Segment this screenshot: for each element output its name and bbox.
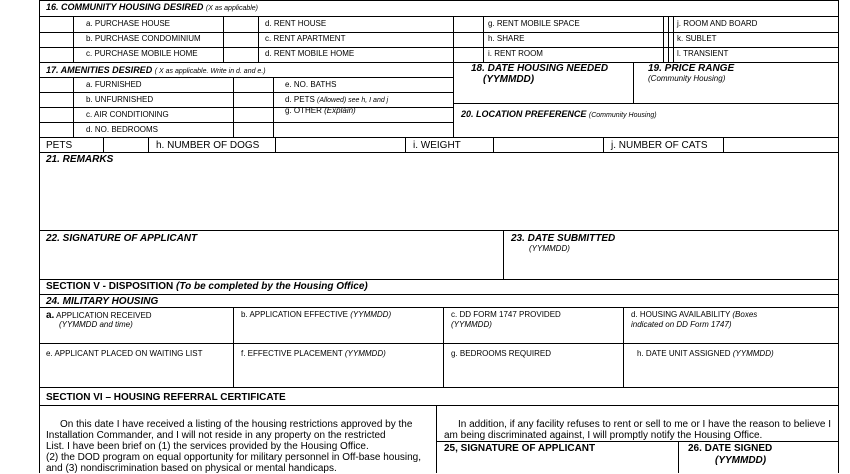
applicant-signature-field[interactable] xyxy=(40,246,502,278)
weight-label: i. WEIGHT xyxy=(413,140,461,151)
date-submitted-field[interactable] xyxy=(505,256,837,278)
section-18-title: 18. DATE HOUSING NEEDED xyxy=(471,63,609,74)
option-rent-apartment[interactable]: c. RENT APARTMENT xyxy=(265,34,346,43)
amenity-furnished[interactable]: a. FURNISHED xyxy=(86,80,142,89)
option-rent-mobile-space[interactable]: g. RENT MOBILE SPACE xyxy=(488,19,580,28)
option-purchase-mobile-home[interactable]: c. PURCHASE MOBILE HOME xyxy=(86,49,198,58)
certificate-left-text: On this date I have received a listing of the housing restrictions approved by the Installation Commander, and I will not reside in any property on the restricted List. I have been brief on (1) the services provided by the Housing Office. (2) the DOD program on equal opportunity for military personnel in Off-base housing, and (3) nondiscrimination based on physical or mental handicaps. xyxy=(46,419,422,474)
amenity-unfurnished[interactable]: b. UNFURNISHED xyxy=(86,95,154,104)
form-top-border xyxy=(39,0,838,1)
section-24-title: 24. MILITARY HOUSING xyxy=(46,296,159,307)
option-room-and-board[interactable]: j. ROOM AND BOARD xyxy=(677,19,758,28)
housing-availability-note: indicated on DD Form 1747) xyxy=(631,320,732,329)
section-25-title: 25, SIGNATURE OF APPLICANT xyxy=(444,443,596,454)
housing-application-form xyxy=(39,0,838,473)
section-26-format: (YYMMDD) xyxy=(715,455,767,466)
remarks-field[interactable] xyxy=(40,167,837,229)
dd-form-1747-provided-label[interactable]: c. DD FORM 1747 PROVIDED xyxy=(451,310,561,319)
section-22-title: 22. SIGNATURE OF APPLICANT xyxy=(46,233,198,244)
option-purchase-house[interactable]: a. PURCHASE HOUSE xyxy=(86,19,171,28)
amenity-pets[interactable]: d. PETS (Allowed) see h, I and j xyxy=(285,95,389,104)
certificate-right-text: In addition, if any facility refuses to rent or sell to me or I have the reason to believe I am being discriminated against, I will promptly notify the Housing Office. xyxy=(444,419,831,441)
dd-form-1747-format: (YYMMDD) xyxy=(451,320,492,329)
section-23-title: 23. DATE SUBMITTED xyxy=(511,233,616,244)
form-right-border xyxy=(838,0,839,473)
option-rent-mobile-home[interactable]: d. RENT MOBILE HOME xyxy=(265,49,355,58)
housing-availability-label[interactable]: d. HOUSING AVAILABILITY (Boxes xyxy=(631,310,758,319)
bedrooms-required-label[interactable]: g. BEDROOMS REQUIRED xyxy=(451,349,552,358)
option-sublet[interactable]: k. SUBLET xyxy=(677,34,717,43)
section-17-title: 17. AMENITIES DESIRED ( X as applicable. Write in d. and e.) xyxy=(46,65,266,75)
amenity-no-bedrooms[interactable]: d. NO. BEDROOMS xyxy=(86,125,159,134)
section-23-format: (YYMMDD) xyxy=(529,244,570,253)
effective-placement-label[interactable]: f. EFFECTIVE PLACEMENT (YYMMDD) xyxy=(241,349,386,358)
option-transient[interactable]: l. TRANSIENT xyxy=(677,49,729,58)
option-share[interactable]: h. SHARE xyxy=(488,34,525,43)
amenity-no-baths[interactable]: e. NO. BATHS xyxy=(285,80,337,89)
date-unit-assigned-label[interactable]: h. DATE UNIT ASSIGNED (YYMMDD) xyxy=(637,349,774,358)
section-21-title: 21. REMARKS xyxy=(46,154,114,165)
form-left-border xyxy=(39,0,40,473)
amenity-other[interactable]: g. OTHER (Explain) xyxy=(285,106,356,115)
option-purchase-condominium[interactable]: b. PURCHASE CONDOMINIUM xyxy=(86,34,201,43)
section-16-title: 16. COMMUNITY HOUSING DESIRED (X as applicable) xyxy=(46,2,259,12)
application-effective-label[interactable]: b. APPLICATION EFFECTIVE (YYMMDD) xyxy=(241,310,392,319)
option-rent-house[interactable]: d. RENT HOUSE xyxy=(265,19,327,28)
amenity-air-conditioning[interactable]: c. AIR CONDITIONING xyxy=(86,110,169,119)
application-received-format: (YYMMDD and time) xyxy=(59,320,133,329)
number-of-cats-label: j. NUMBER OF CATS xyxy=(611,140,708,151)
number-of-dogs-label: h. NUMBER OF DOGS xyxy=(156,140,260,151)
section-18-format: (YYMMDD) xyxy=(483,74,535,85)
waiting-list-label[interactable]: e. APPLICANT PLACED ON WAITING LIST xyxy=(46,349,203,358)
application-received-label[interactable]: a. APPLICATION RECEIVED xyxy=(46,310,152,321)
section-26-title: 26. DATE SIGNED xyxy=(688,443,773,454)
certificate-signature-field[interactable] xyxy=(438,456,676,473)
section-5-title: SECTION V - DISPOSITION (To be completed by the Housing Office) xyxy=(46,281,368,292)
option-rent-room[interactable]: i. RENT ROOM xyxy=(488,49,543,58)
section-20-title: 20. LOCATION PREFERENCE (Community Housing) xyxy=(461,109,657,119)
pets-label: PETS xyxy=(46,140,73,151)
section-19-title: 19. PRICE RANGE xyxy=(648,63,735,74)
section-19-subtitle: (Community Housing) xyxy=(648,74,726,83)
section-6-title: SECTION VI – HOUSING REFERRAL CERTIFICATE xyxy=(46,392,286,403)
